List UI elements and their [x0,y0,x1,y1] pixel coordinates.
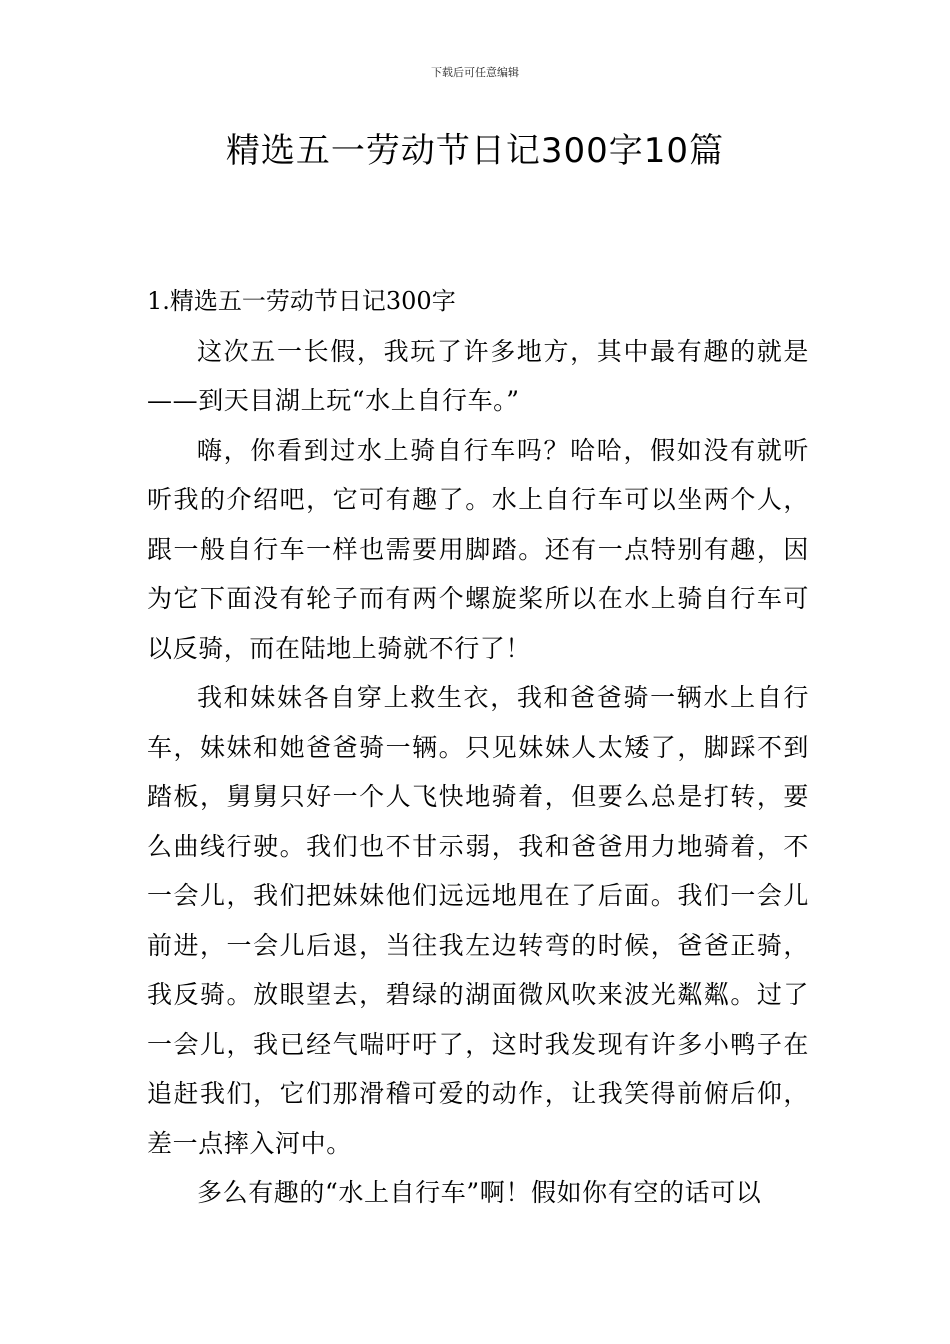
paragraph: 我和妹妹各自穿上救生衣，我和爸爸骑一辆水上自行车，妹妹和她爸爸骑一辆。只见妹妹人太矮了，脚踩不到踏板，舅舅只好一个人飞快地骑着，但要么总是打转，要么曲线行驶。我们也不甘示弱，我和爸爸用力地骑着，不一会儿，我们把妹妹他们远远地甩在了后面。我们一会儿前进，一会儿后退，当往我左边转弯的时候，爸爸正骑，我反骑。放眼望去，碧绿的湖面微风吹来波光粼粼。过了一会儿，我已经气喘吁吁了，这时我发现有许多小鸭子在追赶我们，它们那滑稽可爱的动作，让我笑得前俯后仰，差一点摔入河中。 [147,683,809,1158]
document-title: 精选五一劳动节日记300字10篇 [225,131,725,171]
section-heading: 1.精选五一劳动节日记300字 [147,287,456,315]
header-note: 下载后可任意编辑 [431,66,519,79]
paragraph: 多么有趣的“水上自行车”啊！假如你有空的话可以 [197,1178,762,1207]
paragraph: 这次五一长假，我玩了许多地方，其中最有趣的就是——到天目湖上玩“水上自行车。” [147,336,809,415]
paragraph: 嗨，你看到过水上骑自行车吗？哈哈，假如没有就听听我的介绍吧，它可有趣了。水上自行车可以坐两个人，跟一般自行车一样也需要用脚踏。还有一点特别有趣，因为它下面没有轮子而有两个螺旋桨所以在水上骑自行车可以反骑，而在陆地上骑就不行了！ [147,435,809,663]
document-body [147,277,809,1218]
